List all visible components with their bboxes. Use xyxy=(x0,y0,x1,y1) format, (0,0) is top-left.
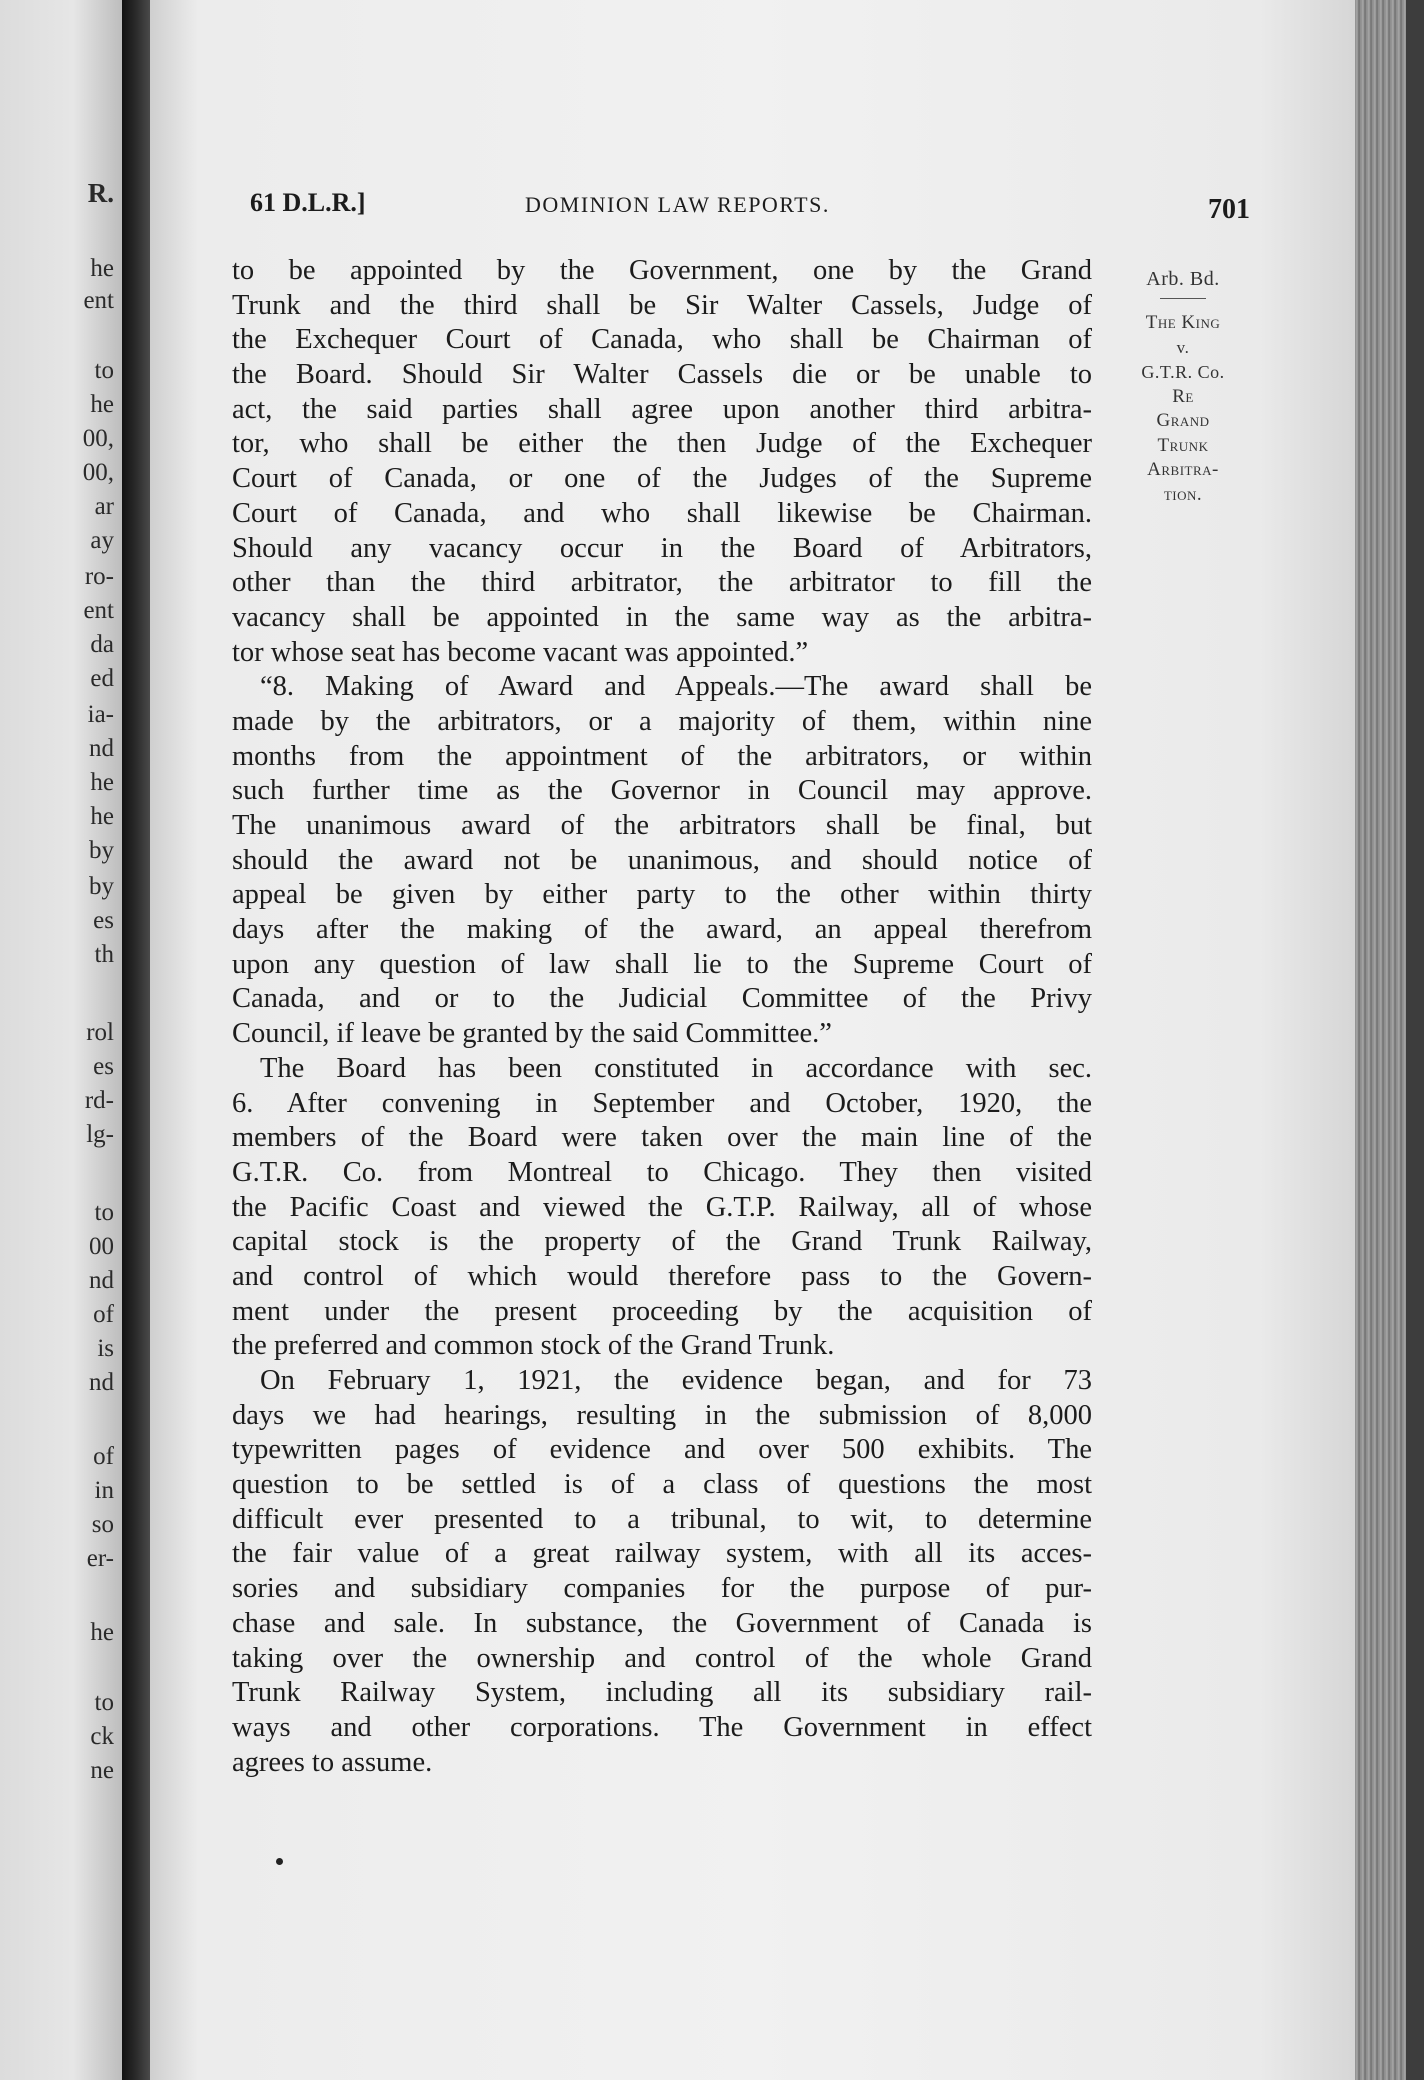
text-line: months from the appointment of the arbitrators, or within xyxy=(232,740,1092,772)
facing-page-fragment: da xyxy=(90,631,114,658)
text-line: The Board has been constituted in accordance with sec. xyxy=(260,1052,1092,1084)
marginal-note-line: v. xyxy=(1176,337,1190,357)
facing-page-fragment: es xyxy=(93,907,114,934)
facing-page-fragment: ent xyxy=(83,597,114,624)
facing-page-fragment: by xyxy=(89,873,114,900)
facing-page-fragment: nd xyxy=(89,1267,114,1294)
text-line: act, the said parties shall agree upon another third arbitra- xyxy=(232,393,1092,425)
facing-page xyxy=(0,0,122,2080)
facing-page-fragment: he xyxy=(90,255,114,282)
text-line: chase and sale. In substance, the Government of Canada is xyxy=(232,1607,1092,1639)
text-line: Court of Canada, or one of the Judges of the Supreme xyxy=(232,463,1092,495)
text-line: such further time as the Governor in Council may approve. xyxy=(232,775,1092,807)
text-line: days we had hearings, resulting in the submission of 8,000 xyxy=(232,1399,1092,1431)
facing-page-fragment: ro- xyxy=(84,563,114,590)
marginal-note-line: Grand xyxy=(1156,410,1210,431)
facing-page-fragment: so xyxy=(91,1511,114,1538)
text-line: difficult ever presented to a tribunal, to wit, to determine xyxy=(232,1503,1092,1535)
facing-page-fragment: ne xyxy=(90,1757,114,1784)
text-line: Canada, and or to the Judicial Committee of the Privy xyxy=(232,983,1092,1015)
text-line: appeal be given by either party to the other within thirty xyxy=(232,879,1092,911)
text-line: vacancy shall be appointed in the same way as the arbitra- xyxy=(232,601,1092,633)
facing-page-fragment: lg- xyxy=(86,1121,114,1148)
text-line: the Board. Should Sir Walter Cassels die or be unable to xyxy=(232,359,1092,391)
facing-page-fragment: 00 xyxy=(89,1233,114,1260)
text-line: and control of which would therefore pass to the Govern- xyxy=(232,1260,1092,1292)
text-line: Should any vacancy occur in the Board of Arbitrators, xyxy=(232,532,1092,564)
facing-page-fragment: rol xyxy=(86,1019,114,1046)
marginal-note xyxy=(1118,264,1248,507)
marginal-note-line: Arbitra- xyxy=(1147,459,1219,480)
facing-page-fragment: of xyxy=(93,1443,114,1470)
facing-page-fragment: he xyxy=(90,391,114,418)
facing-page-fragment: nd xyxy=(89,735,114,762)
text-line: upon any question of law shall lie to the Supreme Court of xyxy=(232,948,1092,980)
facing-page-fragment: he xyxy=(90,1619,114,1646)
text-line: ment under the present proceeding by the acquisition of xyxy=(232,1295,1092,1327)
text-line: ways and other corporations. The Government in effect xyxy=(232,1711,1092,1743)
text-line: agrees to assume. xyxy=(232,1746,433,1778)
facing-page-fragment: R. xyxy=(87,178,114,208)
facing-page-fragment: of xyxy=(93,1301,114,1328)
facing-page-fragment: to xyxy=(94,1199,114,1226)
facing-page-fragment: es xyxy=(93,1053,114,1080)
marginal-note-court: Arb. Bd. xyxy=(1146,268,1220,290)
text-line: the fair value of a great railway system, with all its acces- xyxy=(232,1538,1092,1570)
body-text xyxy=(232,254,1092,1780)
text-line: the Exchequer Court of Canada, who shall be Chairman of xyxy=(232,324,1092,356)
marginal-note-divider xyxy=(1160,298,1206,299)
print-speck xyxy=(276,1858,283,1865)
text-line: taking over the ownership and control of the whole Grand xyxy=(232,1642,1092,1674)
facing-page-fragment: ar xyxy=(94,493,114,520)
running-title: DOMINION LAW REPORTS. xyxy=(525,192,830,217)
text-line: tor, who shall be either the then Judge of the Exchequer xyxy=(232,428,1092,460)
facing-page-fragment: ay xyxy=(90,527,114,554)
facing-page-fragment: rd- xyxy=(84,1087,114,1114)
text-line: On February 1, 1921, the evidence began, and for 73 xyxy=(260,1365,1092,1396)
text-line: the preferred and common stock of the Grand Trunk. xyxy=(232,1330,835,1362)
marginal-note-line: The King xyxy=(1145,312,1221,333)
text-line: Council, if leave be granted by the said Committee.” xyxy=(232,1018,832,1050)
text-line: Trunk and the third shall be Sir Walter Cassels, Judge of xyxy=(232,289,1092,321)
facing-page-fragment: 00, xyxy=(82,425,114,452)
page-number: 701 xyxy=(1208,194,1250,225)
facing-page-fragment: by xyxy=(89,837,114,864)
facing-page-fragment: he xyxy=(90,803,114,830)
text-line: G.T.R. Co. from Montreal to Chicago. They then visited xyxy=(232,1156,1092,1188)
text-line: 6. After convening in September and October, 1920, the xyxy=(232,1087,1092,1119)
text-line: to be appointed by the Government, one by the Grand xyxy=(232,255,1092,286)
facing-page-fragment: to xyxy=(94,1689,114,1716)
text-line: tor whose seat has become vacant was appointed.” xyxy=(232,636,809,668)
marginal-note-line: Re xyxy=(1172,385,1194,407)
text-line: question to be settled is of a class of questions the most xyxy=(232,1469,1092,1501)
text-line: “8. Making of Award and Appeals.—The award shall be xyxy=(260,671,1092,703)
text-line: Trunk Railway System, including all its subsidiary rail- xyxy=(232,1677,1092,1709)
facing-page-fragment: he xyxy=(90,769,114,796)
text-line: sories and subsidiary companies for the purpose of pur- xyxy=(232,1573,1092,1605)
marginal-note-line: Trunk xyxy=(1157,434,1209,456)
facing-page-fragment: nd xyxy=(89,1369,114,1396)
text-line: days after the making of the award, an appeal therefrom xyxy=(232,914,1092,946)
text-line: should the award not be unanimous, and should notice of xyxy=(232,844,1092,876)
text-line: The unanimous award of the arbitrators shall be final, but xyxy=(232,810,1092,841)
page-edges xyxy=(1355,0,1424,2080)
facing-page-fragment: ck xyxy=(90,1723,114,1750)
facing-page-fragment: in xyxy=(94,1477,114,1504)
facing-page-fragment: is xyxy=(97,1335,114,1362)
facing-page-fragment: ia- xyxy=(87,701,114,728)
text-line: other than the third arbitrator, the arbitrator to fill the xyxy=(232,567,1092,599)
text-line: typewritten pages of evidence and over 500 exhibits. The xyxy=(232,1434,1092,1466)
facing-page-fragment: ed xyxy=(90,665,114,692)
volume-reference: 61 D.L.R.] xyxy=(250,188,366,217)
text-line: made by the arbitrators, or a majority of them, within nine xyxy=(232,705,1092,737)
marginal-note-line: G.T.R. Co. xyxy=(1141,362,1225,382)
text-line: Court of Canada, and who shall likewise be Chairman. xyxy=(232,497,1092,529)
facing-page-fragment: ent xyxy=(83,287,114,314)
text-line: the Pacific Coast and viewed the G.T.P. Railway, all of whose xyxy=(232,1191,1092,1223)
facing-page-fragment: th xyxy=(94,941,114,968)
text-line: members of the Board were taken over the main line of the xyxy=(232,1122,1092,1154)
book-gutter xyxy=(122,0,150,2080)
marginal-note-line: tion. xyxy=(1163,483,1203,505)
facing-page-fragment: er- xyxy=(86,1545,114,1572)
facing-page-fragment: to xyxy=(94,357,114,384)
facing-page-fragment: 00, xyxy=(82,459,114,486)
text-line: capital stock is the property of the Grand Trunk Railway, xyxy=(232,1226,1092,1258)
